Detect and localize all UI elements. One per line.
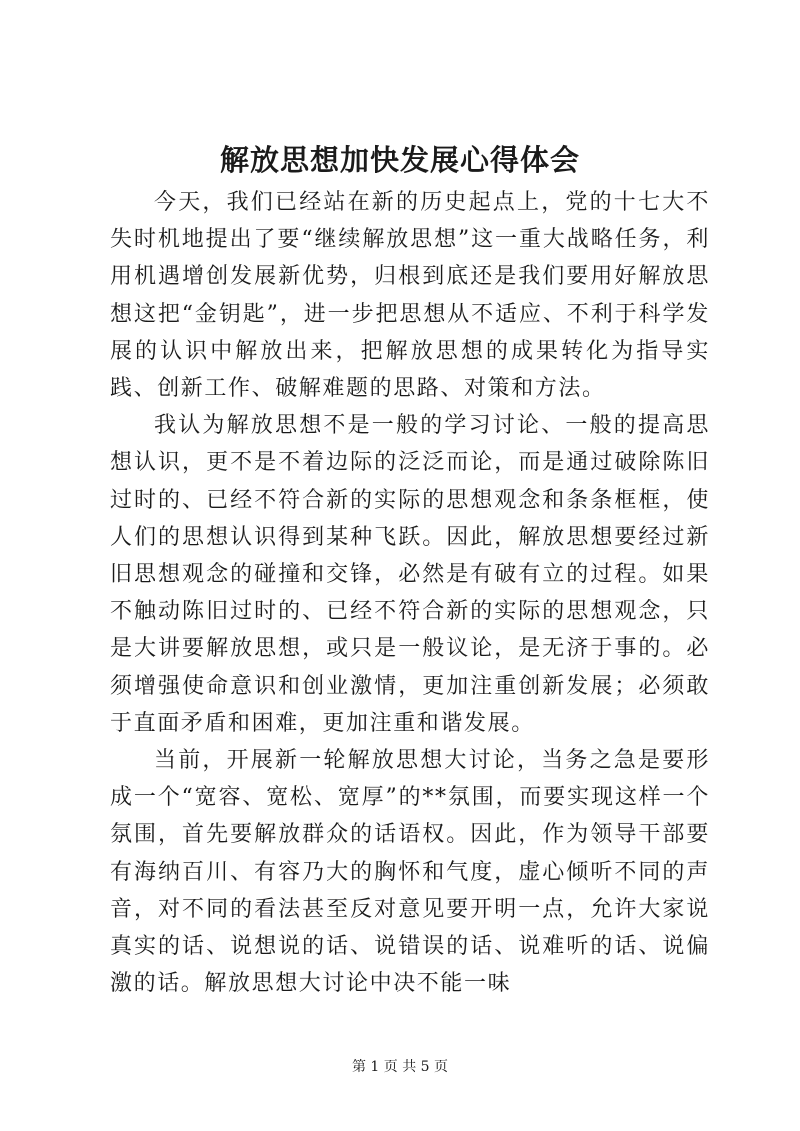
paragraph-1: 今天，我们已经站在新的历史起点上，党的十七大不失时机地提出了要“继续解放思想”这一重大战略任务，利用机遇增创发展新优势，归根到底还是我们要用好解放思想这把“金钥匙”，进一步把思想从不适应、不利于科学发展的认识中解放出来，把解放思想的成果转化为指导实践、创新工作、破解难题的思路、对策和方法。 [110, 190, 710, 402]
paragraph-2: 我认为解放思想不是一般的学习讨论、一般的提高思想认识，更不是不着边际的泛泛而论，而是通过破除陈旧过时的、已经不符合新的实际的思想观念和条条框框，使人们的思想认识得到某种飞跃。因此，解放思想要经过新旧思想观念的碰撞和交锋，必然是有破有立的过程。如果不触动陈旧过时的、已经不符合新的实际的思想观念，只是大讲要解放思想，或只是一般议论，是无济于事的。必须增强使命意识和创业激情，更加注重创新发展；必须敢于直面矛盾和困难，更加注重和谐发展。 [110, 413, 710, 736]
page-number-footer: 第 1 页 共 5 页 [351, 1059, 449, 1075]
paragraph-3: 当前，开展新一轮解放思想大讨论，当务之急是要形成一个“宽容、宽松、宽厚”的**氛围，而要实现这样一个氛围，首先要解放群众的话语权。因此，作为领导干部要有海纳百川、有容乃大的胸怀和气度，虚心倾听不同的声音，对不同的看法甚至反对意见要开明一点，允许大家说真实的话、说想说的话、说错误的话、说难听的话、说偏激的话。解放思想大讨论中决不能一味 [110, 748, 710, 997]
document-body [110, 184, 710, 1002]
document-title: 解放思想加快发展心得体会 [219, 143, 580, 177]
